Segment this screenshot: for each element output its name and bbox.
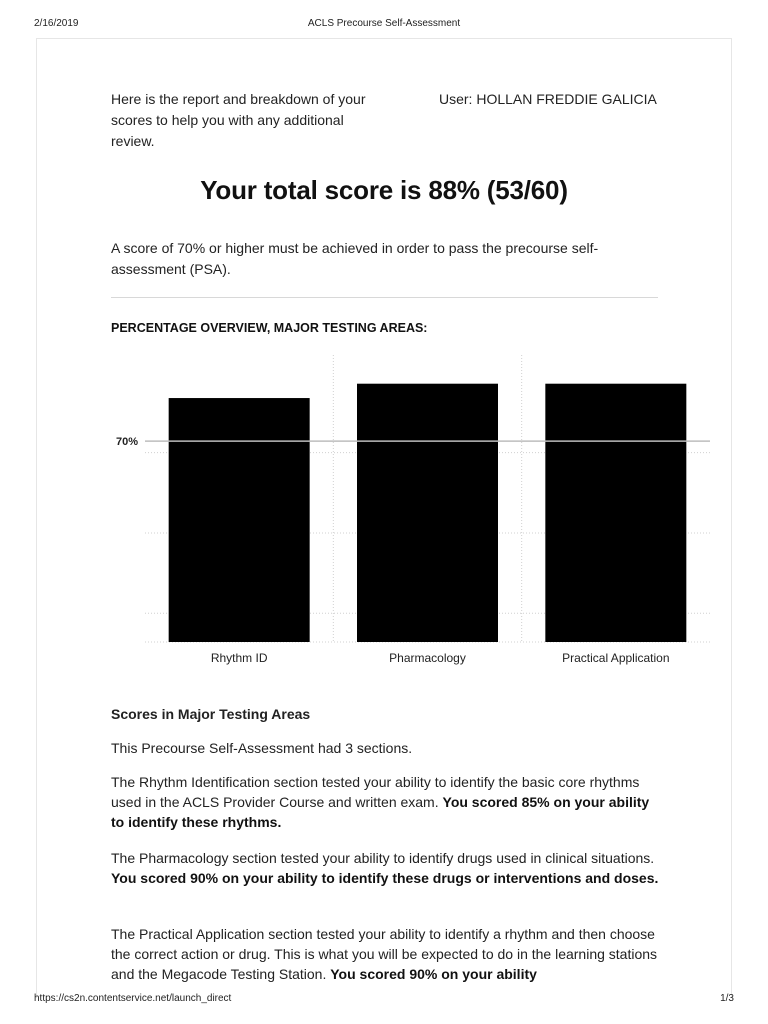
bar-pharmacology xyxy=(357,384,498,642)
category-label: Rhythm ID xyxy=(210,651,268,665)
total-score: Your total score is 88% (53/60) xyxy=(200,175,568,205)
user-name: User: HOLLAN FREDDIE GALICIA xyxy=(439,91,657,107)
bar-rhythm-id xyxy=(169,398,310,642)
pharmacology-paragraph xyxy=(111,848,659,888)
practical-text: The Practical Application section tested your ability to identify a rhythm and then choose the correct action or drug. This is what you will be expected to do in the learning stations and the Megacode Testing Station. xyxy=(111,926,658,982)
bar-practical-application xyxy=(545,384,686,642)
print-footer xyxy=(0,993,768,1007)
scores-title: Scores in Major Testing Areas xyxy=(111,706,311,722)
pass-requirement-note: A score of 70% or higher must be achieved in order to pass the precourse self-assessment (PSA). xyxy=(111,240,599,277)
pharmacology-text: The Pharmacology section tested your ability to identify drugs used in clinical situations. xyxy=(111,850,655,866)
print-header xyxy=(0,18,768,32)
page-number: 1/3 xyxy=(720,993,734,1004)
rhythm-paragraph xyxy=(111,772,659,832)
pharmacology-score: You scored 90% on your ability to identify these drugs or interventions and doses. xyxy=(111,870,659,886)
print-url: https://cs2n.contentservice.net/launch_direct xyxy=(34,993,232,1004)
overview-heading: PERCENTAGE OVERVIEW, MAJOR TESTING AREAS: xyxy=(111,321,428,335)
sections-count: This Precourse Self-Assessment had 3 sections. xyxy=(111,740,413,756)
divider xyxy=(111,297,658,298)
rhythm-score: You scored 85% on your ability to identify these rhythms. xyxy=(111,794,650,830)
report-intro: Here is the report and breakdown of your scores to help you with any additional review. xyxy=(111,91,366,149)
practical-paragraph xyxy=(111,924,659,984)
rhythm-text: The Rhythm Identification section tested your ability to identify the basic core rhythms used in the ACLS Provider Course and written exam. xyxy=(111,774,640,810)
category-label: Pharmacology xyxy=(389,651,466,665)
print-title: ACLS Precourse Self-Assessment xyxy=(307,18,461,29)
practical-score: You scored 90% on your ability xyxy=(330,966,537,982)
category-label: Practical Application xyxy=(562,651,670,665)
threshold-label: 70% xyxy=(115,436,138,449)
score-bar-chart xyxy=(100,355,715,675)
print-date: 2/16/2019 xyxy=(34,18,79,29)
